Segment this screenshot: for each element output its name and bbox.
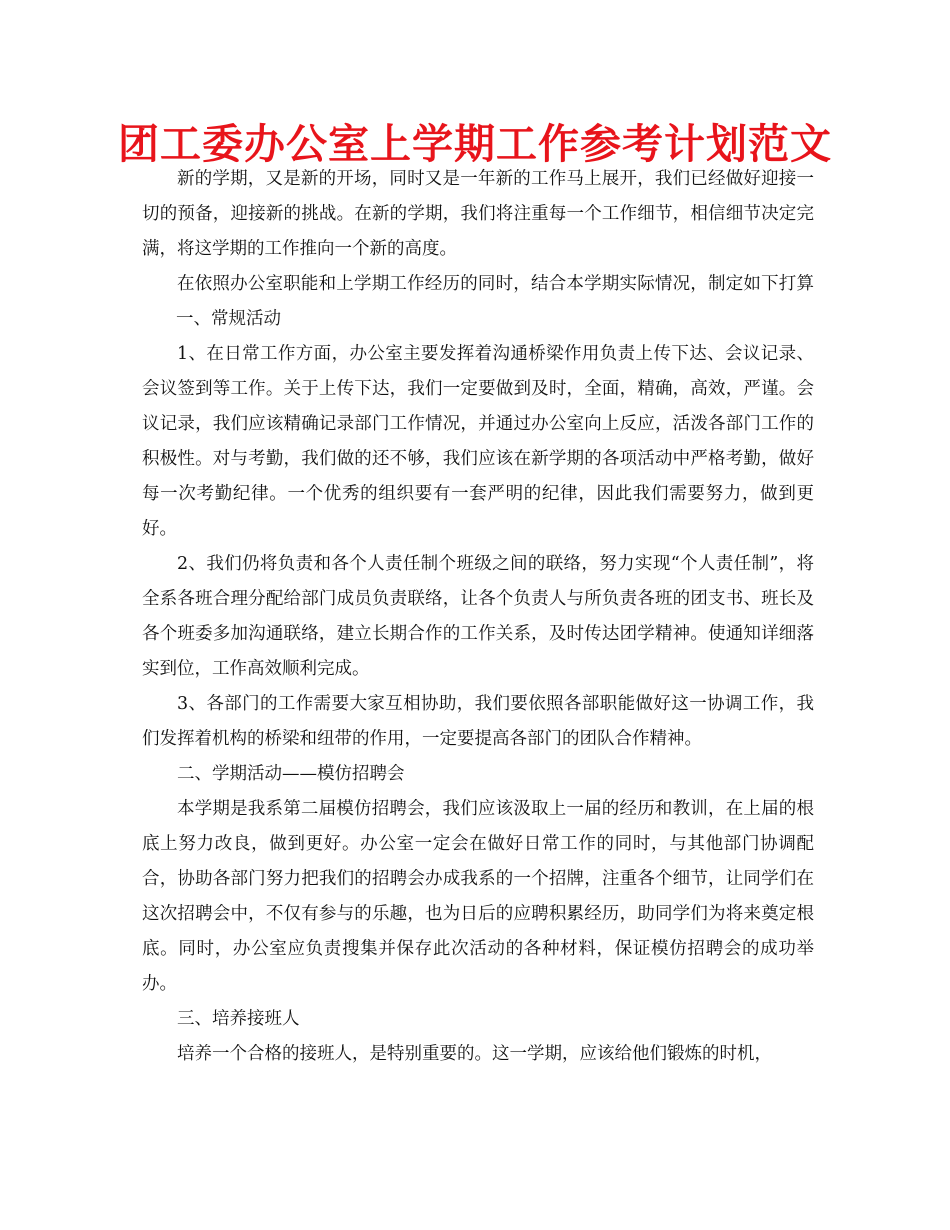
routine-item-1: 1、在日常工作方面，办公室主要发挥着沟通桥梁作用负责上传下达、会议记录、会议签到等工作。关于上传下达，我们一定要做到及时，全面，精确，高效，严谨。会议记录，我们应该精确记录部门工作情况，并通过办公室向上反应，活泼各部门工作的积极性。对与考勤，我们做的还不够，我们应该在新学期的各项活动中严格考勤，做好每一次考勤纪律。一个优秀的组织要有一套严明的纪律，因此我们需要努力，做到更好。: [142, 344, 814, 539]
section-heading-routine: 一、常规活动: [176, 309, 281, 329]
job-fair-paragraph: 本学期是我系第二届模仿招聘会，我们应该汲取上一届的经历和教训，在上届的根底上努力改良，做到更好。办公室一定会在做好日常工作的同时，与其他部门协调配合，协助各部门努力把我们的招聘会办成我系的一个招牌，注重各个细节，让同学们在这次招聘会中，不仅有参与的乐趣，也为日后的应聘积累经历，助同学们为将来奠定根底。同时，办公室应负责搜集并保存此次活动的各种材料，保证模仿招聘会的成功举办。: [142, 799, 814, 994]
plan-paragraph-text: 在依照办公室职能和上学期工作经历的同时，结合本学期实际情况，制定如下打算: [177, 274, 814, 294]
routine-item-3: 3、各部门的工作需要大家互相协助，我们要依照各部职能做好这一协调工作，我们发挥着机构的桥梁和纽带的作用，一定要提高各部门的团队合作精神。: [142, 694, 814, 749]
document-body: [142, 162, 814, 1072]
section-heading-job-fair: 二、学期活动——模仿招聘会: [177, 764, 405, 784]
routine-item-2: 2、我们仍将负责和各个人责任制个班级之间的联络，努力实现“个人责任制”，将全系各班合理分配给部门成员负责联络，让各个负责人与所负责各班的团支书、班长及各个班委多加沟通联络，建立长期合作的工作关系，及时传达团学精神。使通知详细落实到位，工作高效顺利完成。: [142, 554, 814, 679]
section-heading-successor: 三、培养接班人: [177, 1009, 300, 1029]
plan-paragraph: [142, 267, 814, 337]
intro-paragraph: 新的学期，又是新的开场，同时又是一年新的工作马上展开，我们已经做好迎接一切的预备，迎接新的挑战。在新的学期，我们将注重每一个工作细节，相信细节决定完满，将这学期的工作推向一个新的高度。: [142, 169, 814, 259]
successor-paragraph: 培养一个合格的接班人，是特别重要的。这一学期，应该给他们锻炼的时机，: [177, 1044, 772, 1064]
document-title: 团工委办公室上学期工作参考计划范文: [118, 120, 832, 168]
